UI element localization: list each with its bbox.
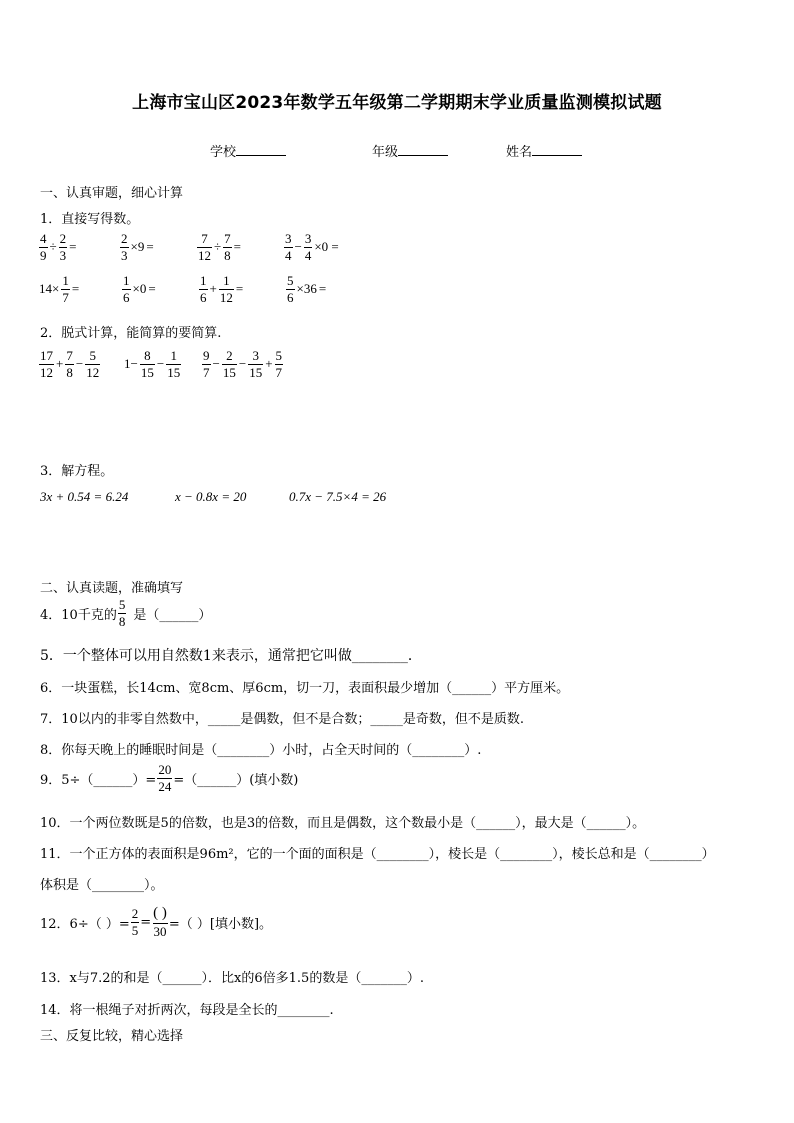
q3-equation-1: 3x + 0.54 = 6.24 (40, 489, 129, 504)
q1-row2-item1: 14× $\frac{1}{7}$ = (39, 273, 80, 305)
question-5: 5．一个整体可以用自然数1来表示，通常把它叫做________． (40, 648, 422, 664)
q2-expression-1: $\frac{17}{12}$ + $\frac{7}{8}$ − $\frac{5}{12}$ (40, 348, 100, 380)
q1-row2-item3: $\frac{1}{6}$ + $\frac{1}{12}$ = (200, 273, 244, 305)
name-label: 姓名 (506, 145, 533, 160)
section-1-heading: 一、认真审题，细心计算 (40, 186, 184, 201)
q1-row2-item2: $\frac{1}{6}$ ×0 = (123, 273, 156, 305)
q3-equation-2: x − 0.8x = 20 (175, 489, 247, 504)
grade-label: 年级 (372, 145, 399, 160)
name-blank[interactable] (532, 143, 582, 156)
question-13: 13．x与7.2的和是（______）．比x的6倍多1.5的数是（_______）. (40, 971, 424, 986)
question-2-label: 2．脱式计算，能简算的要简算. (40, 326, 222, 341)
q3-equation-3: 0.7x − 7.5×4 = 26 (289, 489, 387, 504)
question-10: 10．一个两位数既是5的倍数，也是3的倍数，而且是偶数，这个数最小是（______），最大是（______）。 (40, 816, 646, 831)
school-field[interactable] (210, 141, 286, 160)
q1-row1-item3: $\frac{7}{12}$ ÷ $\frac{7}{8}$ = (198, 231, 241, 263)
q1-row1-item1: $\frac{4}{9}$ ÷ $\frac{2}{3}$ = (40, 231, 77, 263)
question-1-label: 1．直接写得数。 (40, 212, 140, 227)
question-3-label: 3．解方程。 (40, 464, 114, 479)
q2-expression-2: 1− $\frac{8}{15}$ − $\frac{1}{15}$ (124, 348, 181, 380)
name-field[interactable] (506, 141, 582, 160)
school-blank[interactable] (236, 143, 286, 156)
q1-row2-item4: $\frac{5}{6}$ ×36 = (287, 273, 327, 305)
question-11-line1: 11．一个正方体的表面积是96m²，它的一个面的面积是（________），棱长是（________），棱长总和是（________） (40, 847, 715, 862)
grade-field[interactable] (372, 141, 448, 160)
question-7: 7．10以内的非零自然数中，_____是偶数，但不是合数；_____是奇数，但不是质数. (40, 712, 524, 727)
question-9: 9．5÷（______）= $\frac{20}{24}$ =（______）(填小数) (40, 762, 299, 794)
question-6: 6．一块蛋糕，长14cm、宽8cm、厚6cm，切一刀，表面积最少增加（______）平方厘米。 (40, 681, 570, 696)
q1-row1-item4: $\frac{3}{4}$ − $\frac{3}{4}$ ×0 = (285, 231, 339, 263)
question-8: 8．你每天晚上的睡眠时间是（________）小时，占全天时间的（________）. (40, 743, 482, 758)
q2-expression-3: $\frac{9}{7}$ − $\frac{2}{15}$ − $\frac{3}{15}$ + $\frac{5}{7}$ (203, 348, 283, 380)
question-4: 4．10千克的 $\frac{5}{8}$ 是（______） (40, 597, 212, 629)
section-2-heading: 二、认真读题，准确填写 (40, 581, 184, 596)
page-title: 上海市宝山区2023年数学五年级第二学期期末学业质量监测模拟试题 (132, 93, 662, 113)
q1-row1-item2: $\frac{2}{3}$ ×9 = (121, 231, 154, 263)
section-3-heading: 三、反复比较，精心选择 (40, 1029, 184, 1044)
question-14: 14．将一根绳子对折两次，每段是全长的________. (40, 1003, 334, 1018)
question-12: 12．6÷（ ）= $\frac{2}{5}$ = $\frac{( )}{30}$ =（ ）[填小数]。 (40, 905, 273, 939)
question-11-line2: 体积是（________）。 (40, 878, 164, 893)
grade-blank[interactable] (398, 143, 448, 156)
school-label: 学校 (210, 145, 237, 160)
